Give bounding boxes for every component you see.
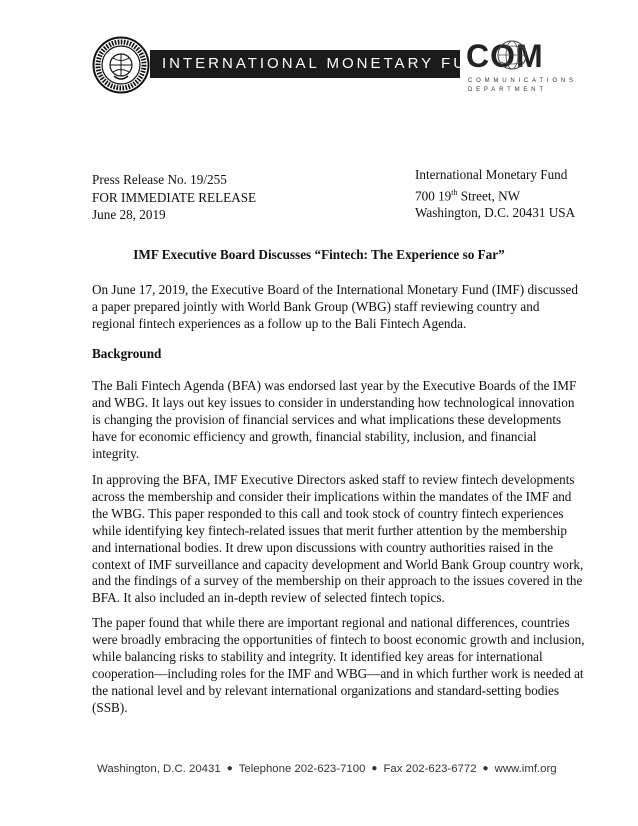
- background-paragraph-3: [92, 615, 585, 716]
- bullet-icon: ●: [482, 763, 489, 774]
- paragraph-line: a paper prepared jointly with World Bank Group (WBG) staff reviewing country and: [92, 298, 540, 314]
- paragraph-line: and international bodies. It drew upon discussions with country authorities raised in the: [92, 539, 554, 555]
- paragraph-line: and WBG. It lays out key issues to consider in understanding how technological innovation: [92, 394, 575, 410]
- bullet-icon: ●: [226, 763, 233, 774]
- paragraph-line: across the membership and consider their implications within the mandates of the IMF and: [92, 488, 572, 504]
- address-street: [415, 184, 575, 205]
- com-logo: [466, 38, 562, 74]
- address-block: [415, 166, 575, 222]
- footer-contact: [97, 763, 557, 775]
- paragraph-line: In approving the BFA, IMF Executive Directors asked staff to review fintech developments: [92, 472, 575, 487]
- paragraph-line: cooperation—including roles for the IMF and WBG—and in which further work is needed at: [92, 665, 584, 681]
- background-heading: Background: [92, 346, 162, 361]
- address-org: International Monetary Fund: [415, 167, 568, 182]
- footer-website[interactable]: www.imf.org: [494, 763, 557, 775]
- paragraph-line: have for economic efficiency and growth, financial stability, inclusion, and financial: [92, 428, 537, 444]
- paragraph-line: while balancing risks to stability and integrity. It identified key areas for international: [92, 648, 543, 664]
- press-release-number: Press Release No. 19/255: [92, 172, 227, 187]
- address-city: Washington, D.C. 20431 USA: [415, 205, 576, 221]
- paragraph-line: regional fintech experiences as a follow up to the Bali Fintech Agenda.: [92, 315, 467, 331]
- background-paragraph-1: [92, 378, 577, 463]
- imf-banner: [150, 50, 495, 78]
- paragraph-line: while identifying key fintech-related issues that merit further attention by the membership: [92, 522, 567, 538]
- address-street-number: 700 19: [415, 187, 452, 203]
- paragraph-line: were broadly embracing the opportunities of fintech to boost economic growth and inclusion,: [92, 631, 585, 647]
- imf-seal-logo: [92, 36, 150, 94]
- paragraph-line: integrity.: [92, 445, 140, 461]
- paragraph-line: The Bali Fintech Agenda (BFA) was endorsed last year by the Executive Boards of the IMF: [92, 378, 577, 393]
- bullet-icon: ●: [371, 763, 378, 774]
- com-logo-word: COM: [466, 38, 544, 74]
- paragraph-line: (SSB).: [92, 699, 128, 715]
- com-logo-line2: DEPARTMENT: [468, 87, 547, 93]
- paragraph-line: the national level and by relevant international organizations and standard-setting bodies: [92, 682, 560, 698]
- paragraph-line: the WBG. This paper responded to this call and took stock of country fintech experiences: [92, 505, 564, 521]
- paragraph-line: and the findings of a survey of the membership on their approach to the issues covered in the: [92, 573, 583, 589]
- paragraph-line: BFA. It also included an in-depth review of selected fintech topics.: [92, 590, 445, 606]
- address-street-suffix: th: [451, 187, 458, 197]
- address-street-name: Street, NW: [457, 187, 521, 203]
- paragraph-line: The paper found that while there are important regional and national differences, countries: [92, 615, 570, 630]
- banner-text: INTERNATIONAL MONETARY FUND: [162, 55, 495, 72]
- press-release-title: IMF Executive Board Discusses “Fintech: The Experience so Far”: [133, 247, 505, 262]
- intro-paragraph: [92, 282, 579, 333]
- paragraph-line: context of IMF surveillance and capacity development and World Bank Group country work,: [92, 556, 584, 572]
- release-date: June 28, 2019: [92, 207, 166, 222]
- footer-city: Washington, D.C. 20431: [97, 763, 221, 775]
- com-logo-line1: COMMUNICATIONS: [468, 78, 577, 84]
- background-paragraph-2: [92, 472, 584, 607]
- release-status: FOR IMMEDIATE RELEASE: [92, 189, 257, 205]
- footer-fax: Fax 202-623-6772: [383, 763, 477, 775]
- paragraph-line: On June 17, 2019, the Executive Board of the International Monetary Fund (IMF) discussed: [92, 282, 579, 297]
- paragraph-line: is changing the provision of financial services and what implications these developments: [92, 411, 562, 427]
- footer-telephone: Telephone 202-623-7100: [238, 763, 366, 775]
- release-info: [92, 171, 256, 224]
